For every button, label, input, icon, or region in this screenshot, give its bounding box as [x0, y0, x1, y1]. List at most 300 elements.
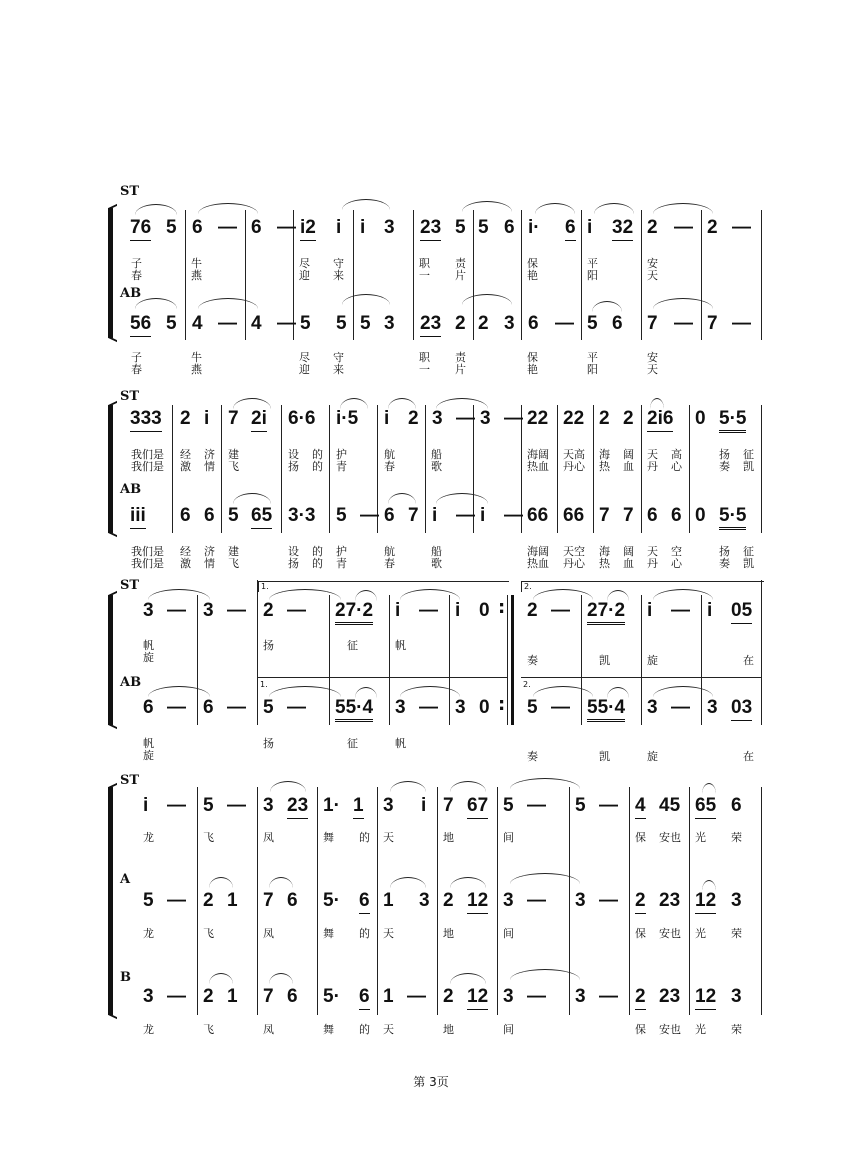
note: 5· — [323, 986, 340, 1007]
note: 2 — [455, 313, 466, 334]
lyric-verse1: 天 — [647, 545, 658, 558]
slur — [653, 686, 713, 697]
note: 5 — [503, 795, 514, 816]
note: 5 — [336, 505, 347, 526]
note: 7 — [599, 505, 610, 526]
lyric: 保 — [635, 1023, 646, 1036]
note: 32 — [612, 217, 633, 241]
barline — [761, 210, 762, 340]
barline — [641, 405, 642, 533]
barline — [629, 787, 630, 1015]
dash: — — [218, 313, 237, 334]
note: 03 — [731, 697, 752, 721]
slur — [702, 783, 716, 794]
dash: — — [504, 408, 523, 429]
note: 7 — [707, 313, 718, 334]
lyric-verse1: 守 — [333, 351, 344, 364]
lyric: 地 — [443, 831, 454, 844]
lyric: 保 — [635, 831, 646, 844]
part-label-st: ST — [120, 773, 140, 788]
lyric-verse1: 安 — [647, 257, 658, 270]
note: 7 — [263, 890, 274, 911]
lyric: 荣 — [731, 927, 742, 940]
lyric-verse1: 平 — [587, 351, 598, 364]
system-bracket — [108, 208, 113, 338]
barline — [449, 595, 450, 725]
note: 3 — [432, 408, 443, 429]
lyric: 扬 — [263, 639, 274, 652]
lyric-verse1: 船 — [431, 448, 442, 461]
lyric: 龙 — [143, 831, 154, 844]
lyric: 在 — [743, 750, 754, 763]
lyric-verse2: 迎 — [299, 269, 310, 282]
system-bracket — [108, 405, 113, 533]
lyric-verse2: 情 — [204, 460, 215, 473]
slur — [198, 298, 258, 309]
slur — [233, 493, 271, 504]
note: 3 — [731, 890, 742, 911]
part-label-st: ST — [120, 389, 140, 404]
lyric: 的 — [359, 831, 370, 844]
slur — [135, 204, 177, 215]
volta-1-lower-label: 1. — [260, 680, 268, 689]
dash: — — [227, 697, 246, 718]
lyric: 光 — [695, 927, 706, 940]
note: 23 — [420, 313, 441, 337]
note: 6 — [143, 697, 154, 718]
lyric-verse1: 海阔 — [527, 448, 549, 461]
lyric-verse2: 阳 — [587, 269, 598, 282]
lyric-verse2: 片 — [455, 363, 466, 376]
barline — [593, 405, 594, 533]
slur — [342, 294, 390, 305]
slur — [269, 686, 341, 697]
lyric-verse2: 艳 — [527, 269, 538, 282]
note: 6 — [287, 890, 298, 911]
dash: — — [504, 505, 523, 526]
lyric-verse2: 来 — [333, 269, 344, 282]
note: 65 — [695, 795, 716, 819]
note: 5 — [203, 795, 214, 816]
lyric-verse2: 青 — [336, 460, 347, 473]
lyric-verse1: 尽 — [299, 351, 310, 364]
note: 0 — [695, 505, 706, 526]
note: 6 — [204, 505, 215, 526]
lyric-verse1: 天 — [647, 448, 658, 461]
volta-2: 2. — [521, 581, 764, 592]
note: 5 — [478, 217, 489, 238]
lyric-verse2: 丹 — [647, 460, 658, 473]
lyric-verse1: 济 — [204, 448, 215, 461]
lyric-verse1: 海 — [599, 545, 610, 558]
note: 22 — [527, 408, 549, 429]
note: 1 — [353, 795, 364, 819]
lyric-verse1: 职 — [419, 351, 430, 364]
note: 23 — [420, 217, 441, 241]
barline — [389, 595, 390, 725]
lyric: 间 — [503, 831, 514, 844]
lyric-verse2: 春 — [384, 557, 395, 570]
part-label-a: A — [120, 872, 131, 887]
slur — [135, 298, 177, 309]
lyric-verse1: 设 — [288, 448, 299, 461]
lyric-verse1: 的 — [312, 448, 323, 461]
note: 2 — [443, 890, 454, 911]
dash: — — [551, 600, 570, 621]
slur — [148, 686, 210, 697]
note: 6 — [671, 505, 682, 526]
lyric-verse1: 阔 — [623, 545, 634, 558]
lyric: 凯 — [599, 750, 610, 763]
dash: — — [287, 600, 306, 621]
note: 5·5 — [719, 408, 746, 433]
dash: — — [674, 313, 693, 334]
note: 3 — [263, 795, 274, 816]
lyric-verse2: 热 — [599, 460, 610, 473]
lyric-verse2: 激 — [180, 460, 191, 473]
note: 333 — [130, 408, 162, 432]
note: 6 — [647, 505, 658, 526]
lyric-verse2: 歌 — [431, 460, 442, 473]
lyric-verse1: 责 — [455, 351, 466, 364]
note: 1 — [383, 890, 394, 911]
lyric-verse1: 帆 — [143, 737, 154, 750]
barline — [521, 210, 522, 340]
lyric-verse2: 艳 — [527, 363, 538, 376]
lyric: 征 — [347, 639, 358, 652]
dash: — — [671, 697, 690, 718]
slur — [209, 877, 233, 888]
dash: — — [419, 697, 438, 718]
lyric-verse2: 燕 — [191, 269, 202, 282]
part-label-ab: AB — [120, 675, 142, 690]
lyric: 龙 — [143, 1023, 154, 1036]
note: 3 — [503, 890, 514, 911]
lyric-verse1: 海阔 — [527, 545, 549, 558]
lyric: 地 — [443, 1023, 454, 1036]
lyric: 凤 — [263, 927, 274, 940]
note: i·5 — [336, 408, 359, 429]
note: 3·3 — [288, 505, 316, 526]
lyric-verse1: 经 — [180, 448, 191, 461]
lyric-verse1: 护 — [336, 545, 347, 558]
lyric-verse2: 热血 — [527, 557, 549, 570]
lyric-verse2: 燕 — [191, 363, 202, 376]
note: 23 — [287, 795, 308, 819]
dash: — — [419, 600, 438, 621]
note: 7 — [228, 408, 239, 429]
barline — [317, 787, 318, 1015]
barline — [172, 405, 173, 533]
note: 3 — [384, 217, 395, 238]
lyric-verse1: 我们是 — [131, 448, 164, 461]
lyric-verse2: 心 — [671, 557, 682, 570]
volta-1: 1. — [258, 581, 509, 592]
lyric-verse2: 春 — [384, 460, 395, 473]
lyric-verse1: 子 — [131, 351, 142, 364]
note: 66 — [563, 505, 585, 526]
lyric: 天 — [383, 1023, 394, 1036]
lyric-verse2: 热血 — [527, 460, 549, 473]
note: 6 — [504, 217, 515, 238]
barline — [701, 210, 702, 340]
slur — [510, 778, 580, 789]
lyric-verse1: 航 — [384, 545, 395, 558]
dash: — — [277, 313, 296, 334]
dash: — — [527, 890, 546, 911]
lyric-verse1: 济 — [204, 545, 215, 558]
slur — [462, 201, 512, 212]
lyric: 舞 — [323, 927, 334, 940]
barline — [761, 405, 762, 533]
note: i· — [528, 217, 540, 238]
lyric-verse2: 一 — [419, 363, 430, 376]
note: 5 — [527, 697, 538, 718]
lyric-verse2: 扬 — [288, 557, 299, 570]
lyric: 奏 — [527, 750, 538, 763]
note: 27·2 — [587, 600, 625, 625]
lyric-verse1: 尽 — [299, 257, 310, 270]
lyric-verse1: 阔 — [623, 448, 634, 461]
note: 12 — [695, 986, 716, 1010]
slur — [607, 687, 629, 698]
dash: — — [360, 505, 379, 526]
barline — [329, 405, 330, 533]
barline — [557, 405, 558, 533]
lyric-verse1: 护 — [336, 448, 347, 461]
slur — [594, 203, 634, 214]
lyric-verse2: 血 — [623, 460, 634, 473]
note: 6 — [731, 795, 742, 816]
lyric-verse2: 天 — [647, 269, 658, 282]
note: 5· — [323, 890, 340, 911]
note: 1 — [227, 986, 238, 1007]
note: 3 — [395, 697, 406, 718]
lyric-verse2: 片 — [455, 269, 466, 282]
note: 23 — [659, 890, 681, 911]
note: i — [647, 600, 653, 621]
lyric-verse2: 青 — [336, 557, 347, 570]
slur — [388, 398, 416, 409]
note: 0 — [695, 408, 706, 429]
note: 12 — [695, 890, 716, 914]
barline — [257, 787, 258, 1015]
dash: — — [167, 600, 186, 621]
lyric: 的 — [359, 1023, 370, 1036]
slur — [462, 294, 512, 305]
slur — [209, 973, 233, 984]
lyric-verse2: 迎 — [299, 363, 310, 376]
lyric-verse1: 平 — [587, 257, 598, 270]
note: 05 — [731, 600, 752, 624]
lyric-verse1: 牛 — [191, 257, 202, 270]
note: 22 — [563, 408, 585, 429]
slur — [269, 973, 293, 984]
slur — [388, 493, 416, 504]
lyric-verse1: 保 — [527, 351, 538, 364]
dash: — — [167, 795, 186, 816]
volta-1-lower — [258, 677, 508, 678]
lyric-verse2: 春 — [131, 363, 142, 376]
slur — [436, 398, 488, 409]
note: 6 — [359, 986, 370, 1010]
part-label-st: ST — [120, 578, 140, 593]
lyric-verse1: 牛 — [191, 351, 202, 364]
slur — [702, 880, 716, 891]
lyric-verse2: 丹心 — [563, 460, 585, 473]
lyric-verse2: 歌 — [431, 557, 442, 570]
lyric: 帆 — [395, 737, 406, 750]
note: 2 — [203, 986, 214, 1007]
barline — [377, 787, 378, 1015]
note: 3 — [575, 986, 586, 1007]
note: 6 — [203, 697, 214, 718]
lyric-verse2: 一 — [419, 269, 430, 282]
note: 2 — [635, 890, 646, 914]
lyric-verse2: 天 — [647, 363, 658, 376]
note: 2i6 — [647, 408, 673, 432]
barline — [437, 787, 438, 1015]
note: 3 — [143, 986, 154, 1007]
note: 5 — [228, 505, 239, 526]
barline — [413, 210, 414, 340]
note: 5 — [455, 217, 466, 238]
lyric-verse1: 海 — [599, 448, 610, 461]
system-bracket — [108, 787, 113, 1015]
slur — [450, 877, 486, 888]
lyric: 飞 — [203, 831, 214, 844]
note: 5 — [587, 313, 598, 334]
note: 5 — [360, 313, 371, 334]
note: 6 — [384, 505, 395, 526]
dash: — — [599, 986, 618, 1007]
lyric-verse2: 热 — [599, 557, 610, 570]
slur — [450, 973, 486, 984]
dash: — — [671, 600, 690, 621]
lyric-verse2: 我们是 — [131, 460, 164, 473]
lyric: 间 — [503, 1023, 514, 1036]
slur — [269, 877, 293, 888]
dash: — — [167, 986, 186, 1007]
note: 12 — [467, 890, 488, 914]
note: 2 — [203, 890, 214, 911]
note: 4 — [251, 313, 262, 334]
dash: — — [287, 697, 306, 718]
note: 6 — [192, 217, 203, 238]
note: 27·2 — [335, 600, 373, 625]
dash: — — [527, 795, 546, 816]
barline — [569, 787, 570, 1015]
lyric-verse1: 职 — [419, 257, 430, 270]
note: 1 — [383, 986, 394, 1007]
lyric: 征 — [347, 737, 358, 750]
lyric-verse1: 天空 — [563, 545, 585, 558]
note: 5 — [300, 313, 311, 334]
note: i — [432, 505, 438, 526]
note: 7 — [623, 505, 634, 526]
barline — [641, 595, 642, 725]
system-bracket — [108, 595, 113, 725]
slur — [233, 398, 271, 409]
slur — [653, 298, 713, 309]
barline — [581, 595, 582, 725]
note: i — [421, 795, 427, 816]
dash: — — [167, 697, 186, 718]
note: 2 — [180, 408, 191, 429]
lyric: 光 — [695, 831, 706, 844]
slur — [198, 203, 258, 214]
note: 5 — [575, 795, 586, 816]
barline — [473, 210, 474, 340]
note: 7 — [443, 795, 454, 816]
lyric: 间 — [503, 927, 514, 940]
part-label-b: B — [120, 970, 131, 985]
lyric: 帆 — [395, 639, 406, 652]
note: i — [143, 795, 149, 816]
barline — [245, 210, 246, 340]
note: 4 — [192, 313, 203, 334]
lyric-verse2: 丹 — [647, 557, 658, 570]
note: 3 — [455, 697, 466, 718]
volta-2-lower-label: 2. — [523, 680, 531, 689]
lyric: 旋 — [647, 750, 658, 763]
note: 2 — [635, 986, 646, 1010]
part-label-ab: AB — [120, 482, 142, 497]
rest: 0 — [479, 600, 490, 621]
lyric: 荣 — [731, 831, 742, 844]
slur — [653, 203, 713, 214]
slur — [390, 781, 426, 792]
lyric-verse1: 保 — [527, 257, 538, 270]
barline — [701, 595, 702, 725]
note: 4 — [635, 795, 646, 819]
note: 12 — [467, 986, 488, 1010]
lyric: 天 — [383, 831, 394, 844]
note: 3 — [647, 697, 658, 718]
barline — [507, 595, 508, 725]
slur — [340, 398, 368, 409]
note: 67 — [467, 795, 488, 819]
lyric-verse2: 我们是 — [131, 557, 164, 570]
barline — [197, 787, 198, 1015]
lyric-verse1: 空 — [671, 545, 682, 558]
dash: — — [732, 313, 751, 334]
lyric-verse1: 守 — [333, 257, 344, 270]
note: i — [336, 217, 342, 238]
barline — [689, 787, 690, 1015]
slur — [270, 781, 306, 792]
note: 3 — [731, 986, 742, 1007]
repeat-dots: : — [498, 597, 506, 618]
lyric: 凤 — [263, 831, 274, 844]
note: i — [395, 600, 401, 621]
lyric: 安也 — [659, 927, 681, 940]
note: 2 — [599, 408, 610, 429]
note: 6 — [612, 313, 623, 334]
lyric-verse1: 帆 — [143, 639, 154, 652]
note: 55·4 — [335, 697, 373, 722]
lyric: 荣 — [731, 1023, 742, 1036]
slur — [592, 301, 622, 312]
lyric: 安也 — [659, 1023, 681, 1036]
slur — [436, 493, 488, 504]
slur — [342, 199, 390, 210]
lyric-verse2: 旋 — [143, 651, 154, 664]
lyric-verse1: 征 — [743, 545, 754, 558]
lyric-verse2: 旋 — [143, 749, 154, 762]
lyric-verse1: 高 — [671, 448, 682, 461]
slur — [450, 781, 486, 792]
